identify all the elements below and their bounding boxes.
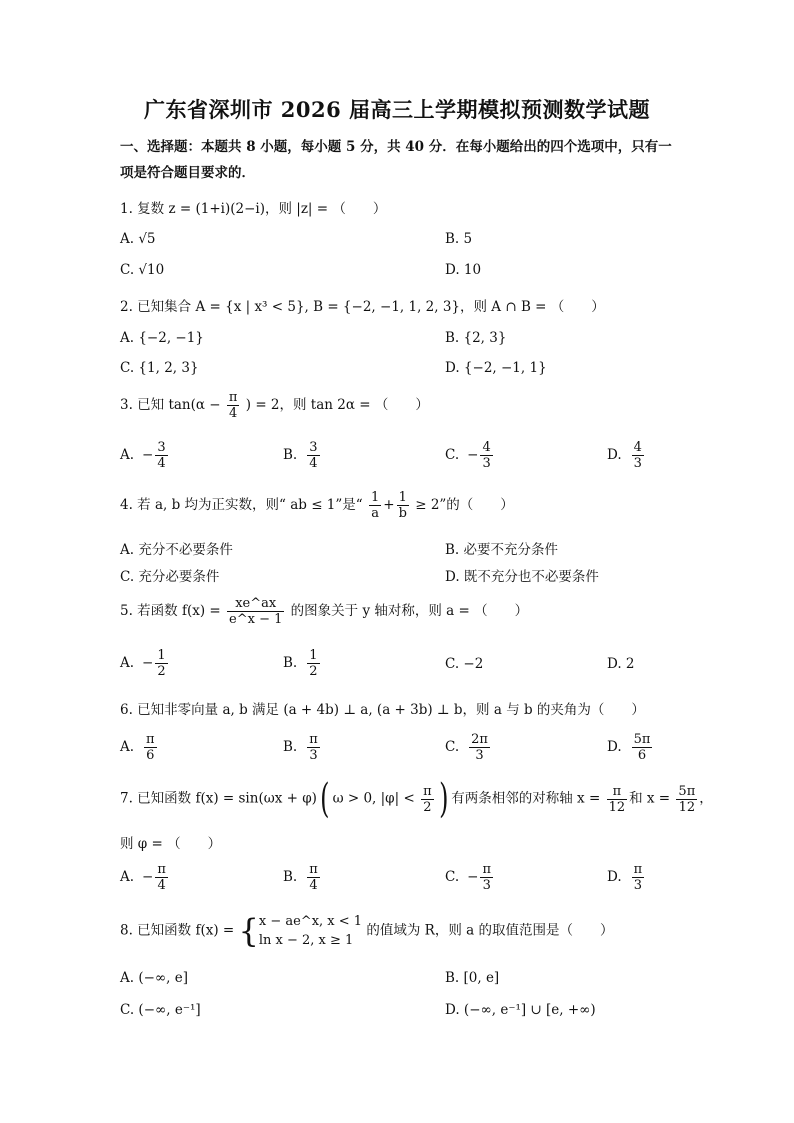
question-4: 4. 若 a, b 均为正实数，则“ ab ≤ 1”是“ $\frac{1}{a}$ + $\frac{1}{b}$ ≥ 2”的（ ） [120,490,514,521]
q4-option-b[interactable]: B. 必要不充分条件 [445,542,559,558]
q4-option-c[interactable]: C. 充分必要条件 [120,569,220,585]
q2-option-d[interactable]: D. {−2, −1, 1} [445,360,547,376]
q3-option-d[interactable]: D. $\frac{4}{3}$ [607,440,642,471]
q6-option-b[interactable]: B. $\frac{\pi}{3}$ [283,732,318,763]
q3-fraction: $\frac{\pi}{4}$ [228,390,238,421]
question-7-line2: 则 φ = （ ） [120,836,222,852]
question-7: 7. 已知函数 f(x) = sin(ωx + φ)( ω > 0, |φ| < $\frac{\pi}{2}$ ) 有两条相邻的对称轴 x = $\frac{\pi}{12}$ 和 x = $\frac{5\pi}{12}$ ， [120,776,713,822]
q1-option-d[interactable]: D. 10 [445,262,482,278]
q7-option-d[interactable]: D. $\frac{\pi}{3}$ [607,862,643,893]
q8-option-c[interactable]: C. (−∞, e⁻¹] [120,1002,201,1018]
q4-option-a[interactable]: A. 充分不必要条件 [120,542,233,558]
q5-option-c[interactable]: C. −2 [445,656,484,672]
q5-option-a[interactable]: A. − $\frac{1}{2}$ [120,648,166,679]
q3-stem-post: ) = 2，则 tan 2α = （ ） [245,397,429,413]
q8-option-b[interactable]: B. [0, e] [445,970,500,986]
q4-option-d[interactable]: D. 既不充分也不必要条件 [445,569,599,585]
page-title: 广东省深圳市 2026 届高三上学期模拟预测数学试题 [143,97,651,122]
q6-option-a[interactable]: A. $\frac{\pi}{6}$ [120,732,155,763]
q3-option-b[interactable]: B. $\frac{3}{4}$ [283,440,318,471]
q6-option-c[interactable]: C. $\frac{2\pi}{3}$ [445,732,488,763]
q8-option-a[interactable]: A. (−∞, e] [120,970,188,986]
q1-option-b[interactable]: B. 5 [445,231,473,247]
q7-option-c[interactable]: C. − $\frac{\pi}{3}$ [445,862,491,893]
q3-stem-pre: 3. 已知 tan(α − [120,397,221,413]
q2-option-b[interactable]: B. {2, 3} [445,330,507,346]
q1-option-c[interactable]: C. √10 [120,262,165,278]
question-6: 6. 已知非零向量 a, b 满足 (a + 4b) ⊥ a, (a + 3b) ⊥ b，则 a 与 b 的夹角为（ ） [120,702,645,718]
question-3 [120,390,429,421]
q8-option-d[interactable]: D. (−∞, e⁻¹] ∪ [e, +∞) [445,1002,596,1018]
q1-option-a[interactable]: A. √5 [120,231,156,247]
section-heading: 一、选择题：本题共 8 小题，每小题 5 分，共 40 分．在每小题给出的四个选项中，只有一项是符合题目要求的． [120,139,672,181]
q7-option-a[interactable]: A. − $\frac{\pi}{4}$ [120,862,166,893]
q5-option-d[interactable]: D. 2 [607,656,635,672]
q7-option-b[interactable]: B. $\frac{\pi}{4}$ [283,862,318,893]
q3-option-c[interactable]: C. − $\frac{4}{3}$ [445,440,491,471]
question-5: 5. 若函数 f(x) = $\frac{xe\^{}ax}{e\^{}x - 1}$ 的图象关于 y 轴对称，则 a = （ ） [120,596,529,627]
q6-option-d[interactable]: D. $\frac{5\pi}{6}$ [607,732,651,763]
q2-option-c[interactable]: C. {1, 2, 3} [120,360,199,376]
q3-option-a[interactable]: A. − $\frac{3}{4}$ [120,440,166,471]
question-2: 2. 已知集合 A = {x | x³ < 5}, B = {−2, −1, 1, 2, 3}，则 A ∩ B = （ ） [120,299,605,315]
question-1: 1. 复数 z = (1+i)(2−i)，则 |z| = （ ） [120,201,387,217]
q2-option-a[interactable]: A. {−2, −1} [120,330,204,346]
question-8: 8. 已知函数 f(x) = { x − ae^x, x < 1 ln x − 2, x ≥ 1 的值域为 R，则 a 的取值范围是（ ） [120,912,614,950]
q5-option-b[interactable]: B. $\frac{1}{2}$ [283,648,318,679]
